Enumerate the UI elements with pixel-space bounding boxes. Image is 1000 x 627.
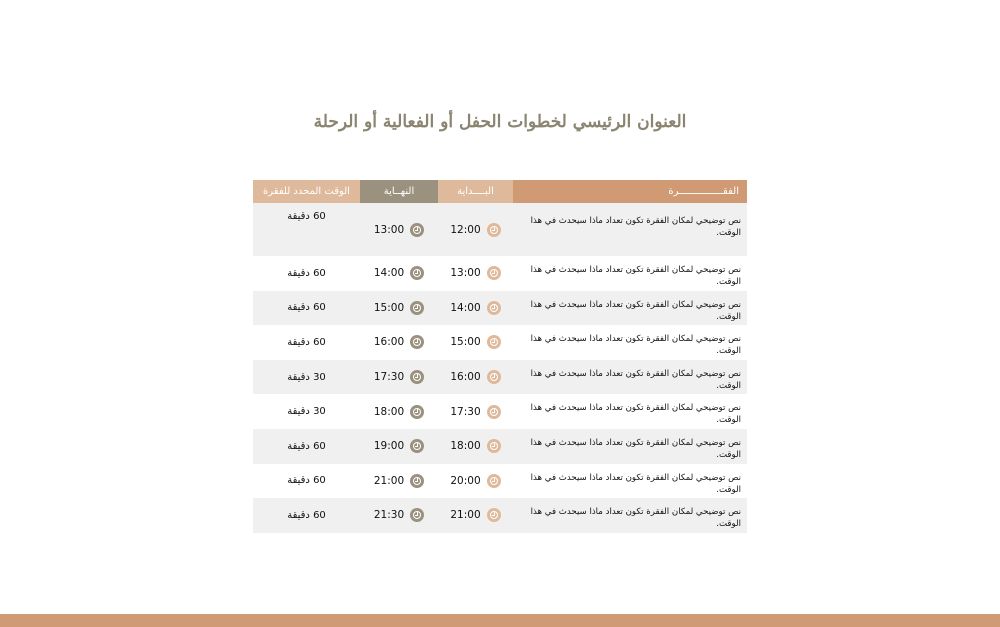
row-start (438, 394, 513, 429)
end-time: 19:00 (373, 440, 405, 453)
clock-icon (410, 370, 424, 384)
clock-icon (487, 223, 501, 237)
end-time: 21:00 (373, 474, 405, 487)
row-duration: 30 دقيقة (287, 406, 326, 418)
row-end (360, 429, 438, 464)
start-time: 21:00 (450, 509, 481, 522)
clock-icon (410, 301, 424, 315)
start-time: 18:00 (450, 440, 481, 453)
clock-icon (487, 266, 501, 280)
row-start (438, 498, 513, 533)
start-time: 15:00 (450, 336, 481, 349)
table-row (253, 325, 747, 360)
row-duration: 60 دقيقة (287, 336, 326, 348)
row-duration: 60 دقيقة (287, 267, 326, 279)
table-row (253, 203, 747, 256)
start-time: 17:30 (450, 405, 481, 418)
row-end (360, 498, 438, 533)
clock-icon (410, 223, 424, 237)
footer-bar (0, 614, 1000, 627)
table-row (253, 291, 747, 326)
table-row (253, 464, 747, 499)
end-time: 14:00 (373, 267, 405, 280)
row-description: نص توضيحي لمكان الفقرة تكون تعداد ماذا سيحدث في هذا الوقت. (530, 265, 741, 287)
clock-icon (410, 474, 424, 488)
row-start (438, 360, 513, 395)
row-end (360, 464, 438, 499)
clock-icon (487, 439, 501, 453)
end-time: 17:30 (373, 371, 405, 384)
clock-icon (487, 508, 501, 522)
table-body (253, 203, 747, 533)
row-description: نص توضيحي لمكان الفقرة تكون تعداد ماذا سيحدث في هذا الوقت. (530, 368, 741, 391)
clock-icon (487, 370, 501, 384)
clock-icon (487, 405, 501, 419)
row-start (438, 256, 513, 291)
start-time: 13:00 (450, 267, 481, 280)
row-duration: 30 دقيقة (287, 371, 326, 383)
schedule-table (253, 180, 747, 533)
row-end (360, 291, 438, 326)
row-description: نص توضيحي لمكان الفقرة تكون تعداد ماذا سيحدث في هذا الوقت. (530, 334, 741, 357)
clock-icon (487, 474, 501, 488)
row-start (438, 325, 513, 360)
header-duration: الوقت المحدد للفقرة (253, 180, 360, 203)
row-start (438, 203, 513, 256)
row-description: نص توضيحي لمكان الفقرة تكون تعداد ماذا سيحدث في هذا الوقت. (530, 299, 741, 322)
start-time: 20:00 (450, 474, 481, 487)
table-header (253, 180, 747, 203)
header-end: النهــاية (360, 180, 438, 203)
row-description: نص توضيحي لمكان الفقرة تكون تعداد ماذا سيحدث في هذا الوقت. (530, 507, 741, 530)
table-row (253, 498, 747, 533)
row-end (360, 203, 438, 256)
clock-icon (410, 439, 424, 453)
table-row (253, 394, 747, 429)
start-time: 12:00 (450, 223, 481, 236)
row-duration: 60 دقيقة (287, 211, 326, 222)
row-description: نص توضيحي لمكان الفقرة تكون تعداد ماذا سيحدث في هذا الوقت. (530, 437, 741, 460)
row-end (360, 394, 438, 429)
row-description: نص توضيحي لمكان الفقرة تكون تعداد ماذا سيحدث في هذا الوقت. (530, 472, 741, 495)
end-time: 21:30 (373, 509, 405, 522)
row-description: نص توضيحي لمكان الفقرة تكون تعداد ماذا سيحدث في هذا الوقت. (530, 403, 741, 426)
clock-icon (487, 301, 501, 315)
row-start (438, 291, 513, 326)
clock-icon (410, 508, 424, 522)
page-title: العنوان الرئيسي لخطوات الحفل أو الفعالية أو الرحلة (313, 112, 687, 132)
row-start (438, 464, 513, 499)
table-row (253, 429, 747, 464)
clock-icon (487, 335, 501, 349)
clock-icon (410, 266, 424, 280)
row-description: نص توضيحي لمكان الفقرة تكون تعداد ماذا سيحدث في هذا الوقت. (530, 216, 741, 238)
table-row (253, 256, 747, 291)
end-time: 15:00 (373, 301, 405, 314)
row-end (360, 360, 438, 395)
row-duration: 60 دقيقة (287, 302, 326, 314)
row-duration: 60 دقيقة (287, 475, 326, 487)
header-start: البــــداية (438, 180, 513, 203)
end-time: 13:00 (373, 223, 405, 236)
row-end (360, 325, 438, 360)
clock-icon (410, 405, 424, 419)
row-duration: 60 دقيقة (287, 509, 326, 521)
end-time: 16:00 (373, 336, 405, 349)
row-end (360, 256, 438, 291)
clock-icon (410, 335, 424, 349)
header-paragraph: الفقـــــــــــــــرة (513, 180, 747, 203)
table-row (253, 360, 747, 395)
row-duration: 60 دقيقة (287, 440, 326, 452)
start-time: 16:00 (450, 371, 481, 384)
row-start (438, 429, 513, 464)
end-time: 18:00 (373, 405, 405, 418)
start-time: 14:00 (450, 301, 481, 314)
